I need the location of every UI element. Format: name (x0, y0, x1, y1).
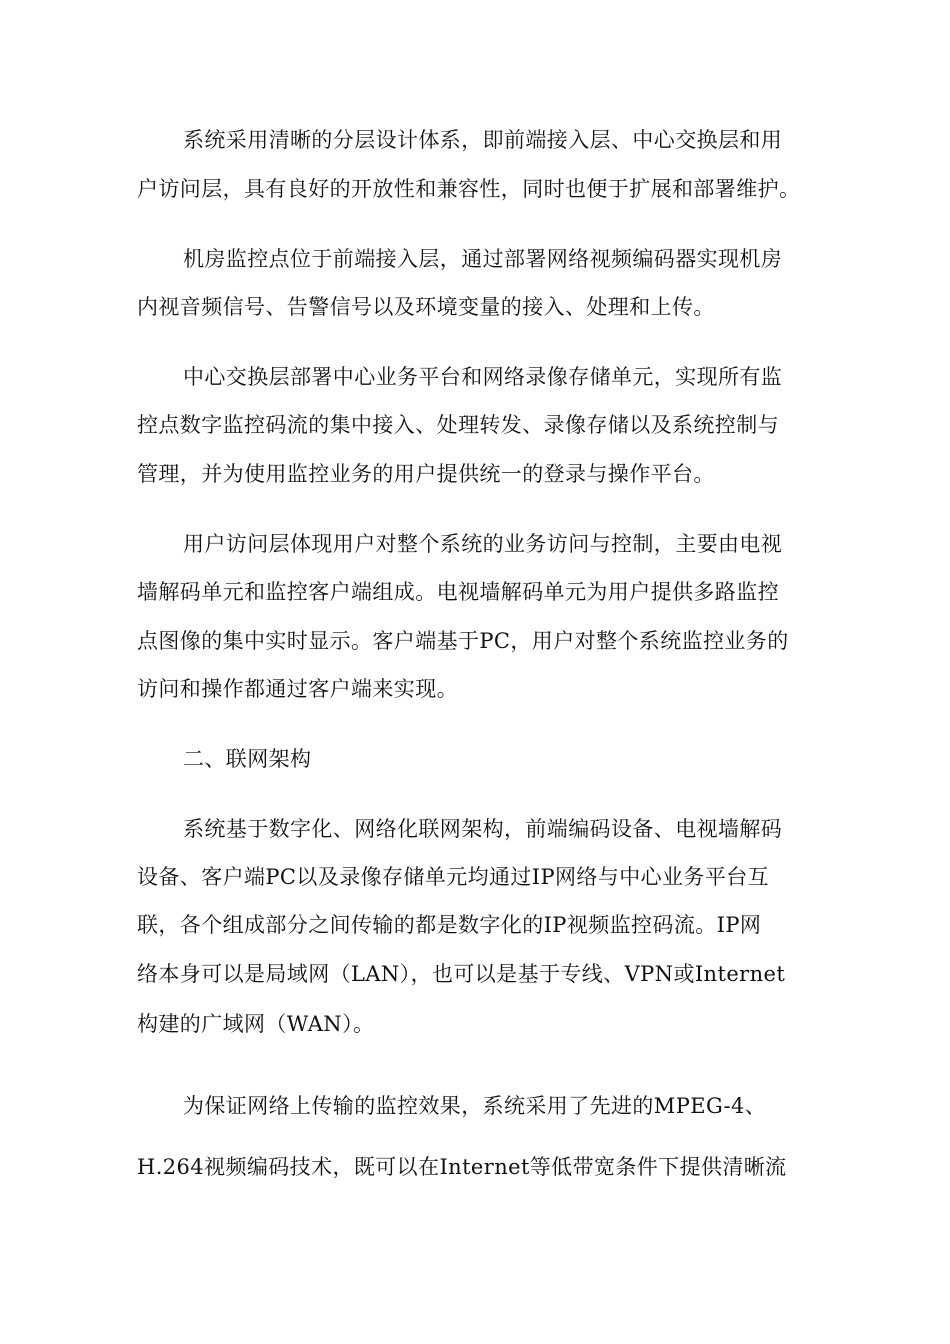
text-line: 设备、客户端PC以及录像存储单元均通过IP网络与中心业务平台互 (137, 865, 770, 889)
text-line: 访问和操作都通过客户端来实现。 (137, 677, 458, 701)
text-line: 点图像的集中实时显示。客户端基于PC，用户对整个系统监控业务的 (137, 629, 789, 653)
text-line: 为保证网络上传输的监控效果，系统采用了先进的MPEG-4、 (183, 1094, 767, 1118)
text-line: H.264视频编码技术，既可以在Internet等低带宽条件下提供清晰流 (137, 1155, 787, 1179)
text-line: 机房监控点位于前端接入层，通过部署网络视频编码器实现机房 (183, 247, 783, 271)
section-heading: 二、联网架构 (183, 747, 312, 771)
text-line: 用户访问层体现用户对整个系统的业务访问与控制，主要由电视 (183, 532, 783, 556)
text-line: 内视音频信号、告警信号以及环境变量的接入、处理和上传。 (137, 295, 715, 319)
text-line: 联，各个组成部分之间传输的都是数字化的IP视频监控码流。IP网 (137, 913, 762, 937)
text-line: 系统基于数字化、网络化联网架构，前端编码设备、电视墙解码 (183, 817, 783, 841)
text-line: 中心交换层部署中心业务平台和网络录像存储单元，实现所有监 (183, 365, 783, 389)
text-line: 构建的广域网（WAN）。 (137, 1012, 375, 1036)
text-line: 系统采用清晰的分层设计体系，即前端接入层、中心交换层和用 (183, 128, 783, 152)
text-line: 管理，并为使用监控业务的用户提供统一的登录与操作平台。 (137, 462, 715, 486)
text-line: 户访问层，具有良好的开放性和兼容性，同时也便于扩展和部署维护。 (137, 177, 801, 201)
text-line: 控点数字监控码流的集中接入、处理转发、录像存储以及系统控制与 (137, 413, 779, 437)
text-line: 墙解码单元和监控客户端组成。电视墙解码单元为用户提供多路监控 (137, 580, 779, 604)
text-line: 络本身可以是局域网（LAN），也可以是基于专线、VPN或Internet (137, 962, 786, 986)
